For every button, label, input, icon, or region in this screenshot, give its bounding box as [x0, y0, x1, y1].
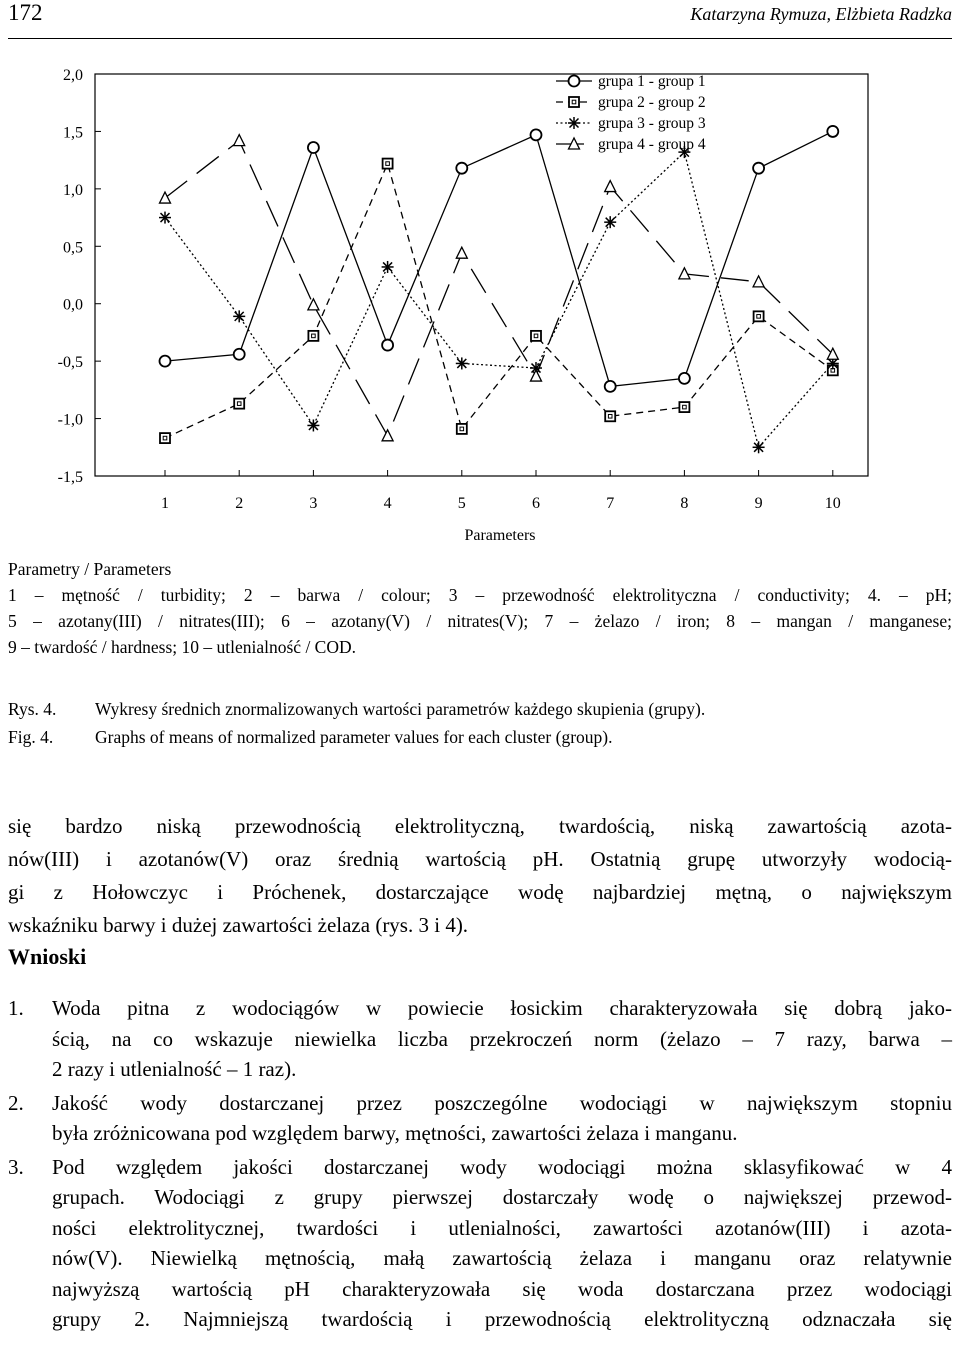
x-tick-label: 2: [235, 495, 244, 512]
series-line: [165, 141, 833, 436]
data-point: [679, 268, 690, 279]
x-axis-title: Parameters: [464, 527, 536, 544]
running-head-authors: Katarzyna Rymuza, Elżbieta Radzka: [690, 4, 952, 24]
text-line: grupach. Wodociągi z grupy pierwszej dostarczały wodę o największej przewod-: [52, 1185, 952, 1209]
conclusions-list: [8, 993, 952, 1338]
section-heading: Wnioski: [8, 944, 87, 969]
text-line: ścią, na co wskazuje niewielka liczba przekroczeń norm (żelazo – 7 razy, barwa –: [52, 1026, 952, 1051]
figure-label-pl: Rys. 4.: [8, 699, 57, 719]
x-tick-label: 3: [309, 495, 318, 512]
data-point: [456, 247, 467, 258]
data-point: [383, 159, 393, 169]
text-line: się bardzo niską przewodnością elektrolityczną, twardością, niską zawartością azota-: [8, 814, 952, 838]
parameter-legend-line: 5 – azotany(III) / nitrates(III); 6 – azotany(V) / nitrates(V); 7 – żelazo / iron; 8 – mangan / manganese;: [8, 611, 952, 631]
data-point: [307, 419, 319, 431]
legend-entry: [556, 94, 706, 111]
text-line: była zróżnicowana pod względem barwy, mętności, zawartości żelaza i manganu.: [52, 1121, 738, 1145]
x-tick-label: 9: [754, 495, 763, 512]
y-tick-label: 1,0: [63, 181, 83, 199]
data-point: [604, 216, 616, 228]
legend-label: grupa 2 - group 2: [598, 94, 706, 111]
text-line: 2 razy i utlenialność – 1 raz).: [52, 1057, 297, 1081]
y-tick-label: -0,5: [57, 354, 83, 372]
data-point: [605, 181, 616, 192]
y-tick-label: 0,5: [63, 239, 83, 257]
data-point: [531, 331, 541, 341]
data-point: [569, 97, 579, 107]
plot-frame: [95, 74, 868, 476]
data-point: [753, 276, 764, 287]
x-tick-label: 1: [161, 495, 169, 512]
series-square: [160, 159, 838, 444]
data-point: [679, 402, 689, 412]
x-tick-label: 10: [824, 495, 841, 512]
x-tick-label: 6: [532, 495, 540, 512]
series-line: [165, 164, 833, 439]
text-line: najwyższą wartością pH charakteryzowała się woda dostarczana przez wodociągi: [52, 1276, 952, 1301]
figure-caption-pl: Wykresy średnich znormalizowanych wartości parametrów każdego skupienia (grupy).: [95, 699, 706, 719]
data-point: [605, 411, 615, 421]
data-point: [308, 299, 319, 310]
list-item-number: 2.: [8, 1090, 24, 1115]
list-item-number: 3.: [8, 1154, 24, 1179]
data-point: [308, 142, 319, 153]
series-triangle: [160, 135, 839, 441]
list-item-number: 1.: [8, 996, 24, 1020]
data-point: [234, 135, 245, 146]
x-tick-label: 8: [680, 495, 689, 512]
text-line: ności elektrolitycznej, twardości i utlenialności, zawartości azotanów(III) i azota-: [52, 1215, 952, 1240]
data-point: [753, 163, 764, 174]
parameter-legend: [8, 556, 952, 660]
y-tick-label: -1,5: [57, 469, 83, 486]
text-line: Woda pitna z wodociągów w powiecie łosickim charakteryzowała się dobrą jako-: [52, 996, 952, 1020]
figure-label-en: Fig. 4.: [8, 727, 54, 747]
data-point: [233, 310, 245, 322]
page-number: 172: [8, 0, 43, 25]
x-tick-label: 4: [383, 495, 392, 512]
data-point: [160, 356, 171, 367]
data-point: [754, 311, 764, 321]
text-line: gi z Hołowczyc i Próchenek, dostarczające wodę najbardziej mętną, o największym: [8, 880, 952, 904]
text-line: grupy 2. Najmniejszą twardością i przewodnością elektrolityczną odznaczała się: [52, 1307, 952, 1331]
legend-entry: [556, 136, 706, 153]
data-point: [160, 433, 170, 443]
legend-label: grupa 4 - group 4: [598, 136, 706, 153]
body-paragraph: [8, 810, 952, 942]
y-tick-label: 0,0: [63, 296, 83, 314]
chart-series: [159, 126, 839, 453]
y-tick-label: -1,0: [57, 411, 83, 429]
data-point: [382, 261, 394, 273]
data-point: [679, 373, 690, 384]
line-chart: [0, 44, 960, 554]
y-tick-label: 1,5: [63, 124, 83, 142]
text-line: nów(V). Niewielką mętnością, małą zawartością żelaza i manganu oraz relatywnie: [52, 1246, 952, 1270]
data-point: [456, 357, 468, 369]
data-point: [382, 340, 393, 351]
data-point: [160, 192, 171, 203]
list-item: [8, 1088, 952, 1149]
data-point: [159, 212, 171, 224]
text-line: nów(III) i azotanów(V) oraz średnią wartością pH. Ostatnią grupę utworzyły wodocią-: [8, 847, 952, 871]
parameter-legend-line: 1 – mętność / turbidity; 2 – barwa / colour; 3 – przewodność elektrolityczna / conductivity; 4. – pH;: [8, 585, 952, 605]
data-point: [234, 399, 244, 409]
y-tick-label: 2,0: [63, 67, 83, 84]
data-point: [308, 331, 318, 341]
data-point: [457, 424, 467, 434]
data-point: [827, 126, 838, 137]
text-line: wskaźniku barwy i dużej zawartości żelaza (rys. 3 i 4).: [8, 913, 469, 937]
parameter-legend-title: Parametry / Parameters: [8, 559, 172, 579]
page-header: [8, 0, 952, 39]
data-point: [568, 117, 580, 129]
text-line: Pod względem jakości dostarczanej wody wodociągi można sklasyfikować w 4: [52, 1154, 952, 1179]
x-tick-label: 5: [457, 495, 466, 512]
chart-frame: [95, 74, 868, 476]
x-tick-label: 7: [606, 495, 615, 512]
text-line: Jakość wody dostarczanej przez poszczególne wodociągi w największym stopniu: [52, 1090, 952, 1115]
data-point: [382, 430, 393, 441]
data-point: [531, 129, 542, 140]
data-point: [569, 76, 580, 87]
series-line: [165, 152, 833, 447]
data-point: [605, 381, 616, 392]
figure-caption-en: Graphs of means of normalized parameter values for each cluster (group).: [95, 727, 613, 747]
series-star: [159, 146, 839, 453]
series-circle: [160, 126, 839, 392]
legend-label: grupa 1 - group 1: [598, 73, 706, 90]
parameter-legend-line: 9 – twardość / hardness; 10 – utlenialność / COD.: [8, 637, 357, 657]
legend-entry: [556, 73, 706, 90]
list-item: [8, 1152, 952, 1335]
chart-legend: [556, 73, 706, 153]
legend-entry: [556, 115, 706, 132]
data-point: [456, 163, 467, 174]
list-item: [8, 993, 952, 1085]
data-point: [234, 349, 245, 360]
data-point: [753, 441, 765, 453]
legend-label: grupa 3 - group 3: [598, 115, 706, 132]
